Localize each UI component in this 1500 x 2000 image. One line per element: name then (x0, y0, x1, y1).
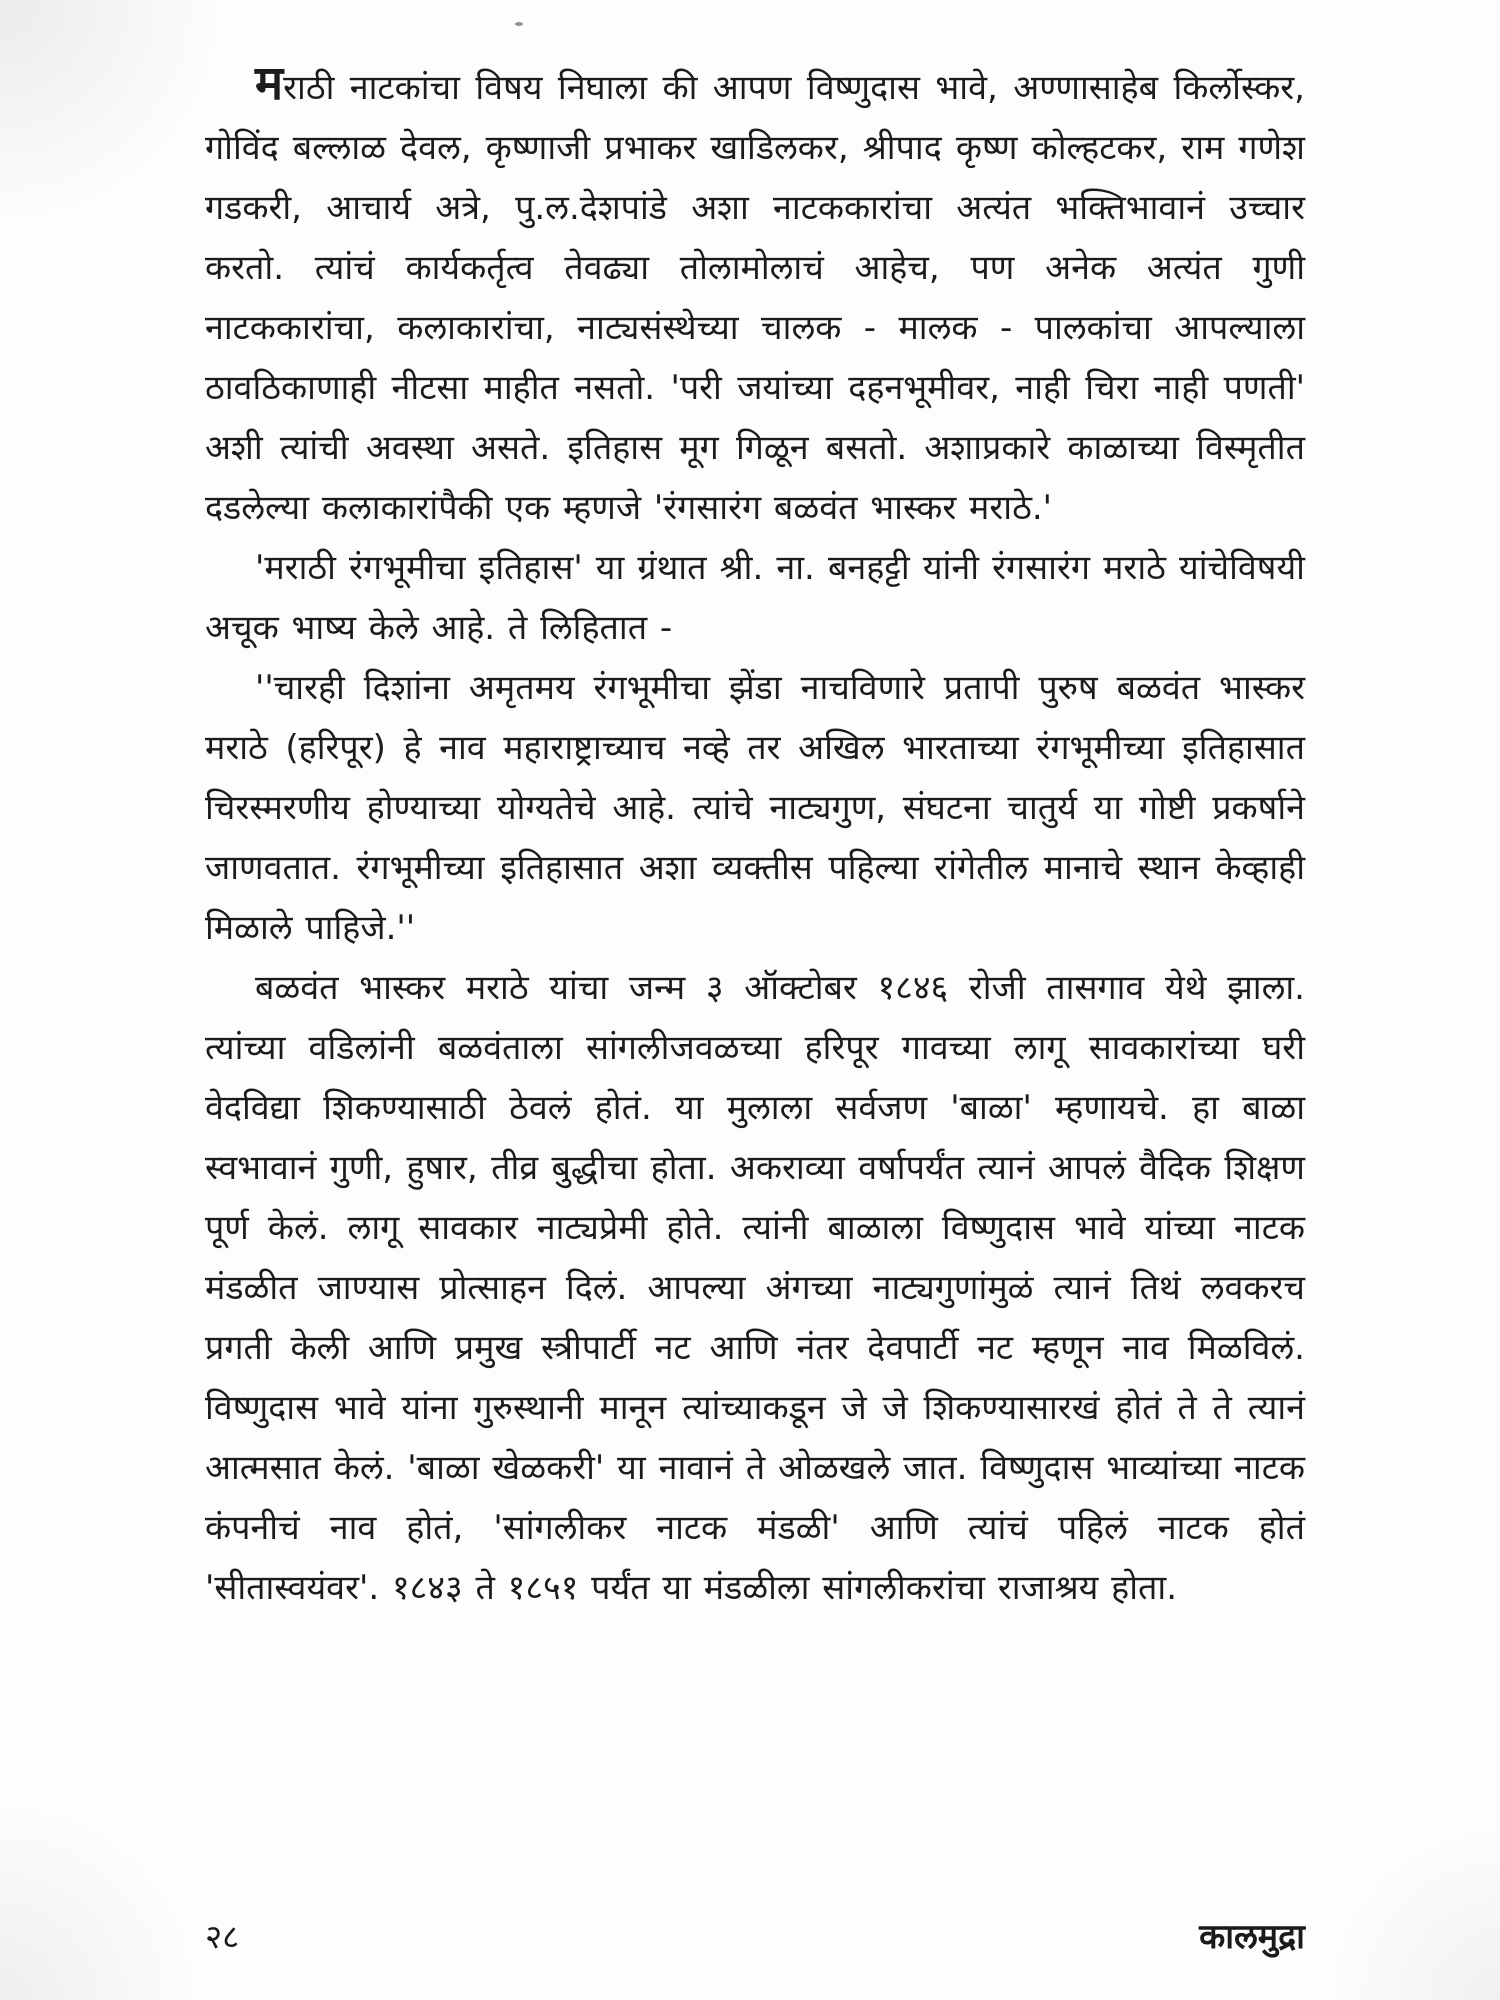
paragraph-1-lead-char: म (255, 56, 284, 111)
paragraph-1-text: राठी नाटकांचा विषय निघाला की आपण विष्णुदास भावे, अण्णासाहेब किर्लोस्कर, गोविंद बल्लाळ देवल, कृष्णाजी प्रभाकर खाडिलकर, श्रीपाद कृष्ण कोल्हटकर, राम गणेश गडकरी, आचार्य अत्रे, पु.ल.देशपांडे अशा नाटककारांचा अत्यंत भक्तिभावानं उच्चार करतो. त्यांचं कार्यकर्तृत्व तेवढ्या तोलामोलाचं आहेच, पण अनेक अत्यंत गुणी नाटककारांचा, कलाकारांचा, नाट्यसंस्थेच्या चालक - मालक - पालकांचा आपल्याला ठावठिकाणाही नीटसा माहीत नसतो. 'परी जयांच्या दहनभूमीवर, नाही चिरा नाही पणती' अशी त्यांची अवस्था असते. इतिहास मूग गिळून बसतो. अशाप्रकारे काळाच्या विस्मृतीत दडलेल्या कलाकारांपैकी एक म्हणजे 'रंगसारंग बळवंत भास्कर मराठे.' (205, 68, 1305, 528)
page-body-text (205, 58, 1305, 1618)
scan-artifact (515, 22, 523, 26)
paragraph-2-text: 'मराठी रंगभूमीचा इतिहास' या ग्रंथात श्री. ना. बनहट्टी यांनी रंगसारंग मराठे यांचेविषयी अचूक भाष्य केले आहे. ते लिहितात - (205, 548, 1305, 648)
book-title: कालमुद्रा (1199, 1917, 1305, 1957)
paragraph-3-text: ''चारही दिशांना अमृतमय रंगभूमीचा झेंडा नाचविणारे प्रतापी पुरुष बळवंत भास्कर मराठे (हरिपूर) हे नाव महाराष्ट्राच्याच नव्हे तर अखिल भारताच्या रंगभूमीच्या इतिहासात चिरस्मरणीय होण्याच्या योग्यतेचे आहे. त्यांचे नाट्यगुण, संघटना चातुर्य या गोष्टी प्रकर्षाने जाणवतात. रंगभूमीच्या इतिहासात अशा व्यक्तीस पहिल्या रांगेतील मानाचे स्थान केव्हाही मिळाले पाहिजे.'' (205, 668, 1305, 948)
paragraph-4-text: बळवंत भास्कर मराठे यांचा जन्म ३ ऑक्टोबर १८४६ रोजी तासगाव येथे झाला. त्यांच्या वडिलांनी बळवंताला सांगलीजवळच्या हरिपूर गावच्या लागू सावकारांच्या घरी वेदविद्या शिकण्यासाठी ठेवलं होतं. या मुलाला सर्वजण 'बाळा' म्हणायचे. हा बाळा स्वभावानं गुणी, हुषार, तीव्र बुद्धीचा होता. अकराव्या वर्षापर्यंत त्यानं आपलं वैदिक शिक्षण पूर्ण केलं. लागू सावकार नाट्यप्रेमी होते. त्यांनी बाळाला विष्णुदास भावे यांच्या नाटक मंडळीत जाण्यास प्रोत्साहन दिलं. आपल्या अंगच्या नाट्यगुणांमुळं त्यानं तिथं लवकरच प्रगती केली आणि प्रमुख स्त्रीपार्टी नट आणि नंतर देवपार्टी नट म्हणून नाव मिळविलं. विष्णुदास भावे यांना गुरुस्थानी मानून त्यांच्याकडून जे जे शिकण्यासारखं होतं ते ते त्यानं आत्मसात केलं. 'बाळा खेळकरी' या नावानं ते ओळखले जात. विष्णुदास भाव्यांच्या नाटक कंपनीचं नाव होतं, 'सांगलीकर नाटक मंडळी' आणि त्यांचं पहिलं नाटक होतं 'सीतास्वयंवर'. १८४३ ते १८५१ पर्यंत या मंडळीला सांगलीकरांचा राजाश्रय होता. (205, 968, 1305, 1608)
page-number: २८ (205, 1917, 240, 1956)
page-footer (205, 1912, 1305, 1958)
paragraph-2 (205, 538, 1305, 658)
paragraph-1 (205, 58, 1305, 538)
paragraph-3 (205, 658, 1305, 958)
paragraph-4 (205, 958, 1305, 1618)
